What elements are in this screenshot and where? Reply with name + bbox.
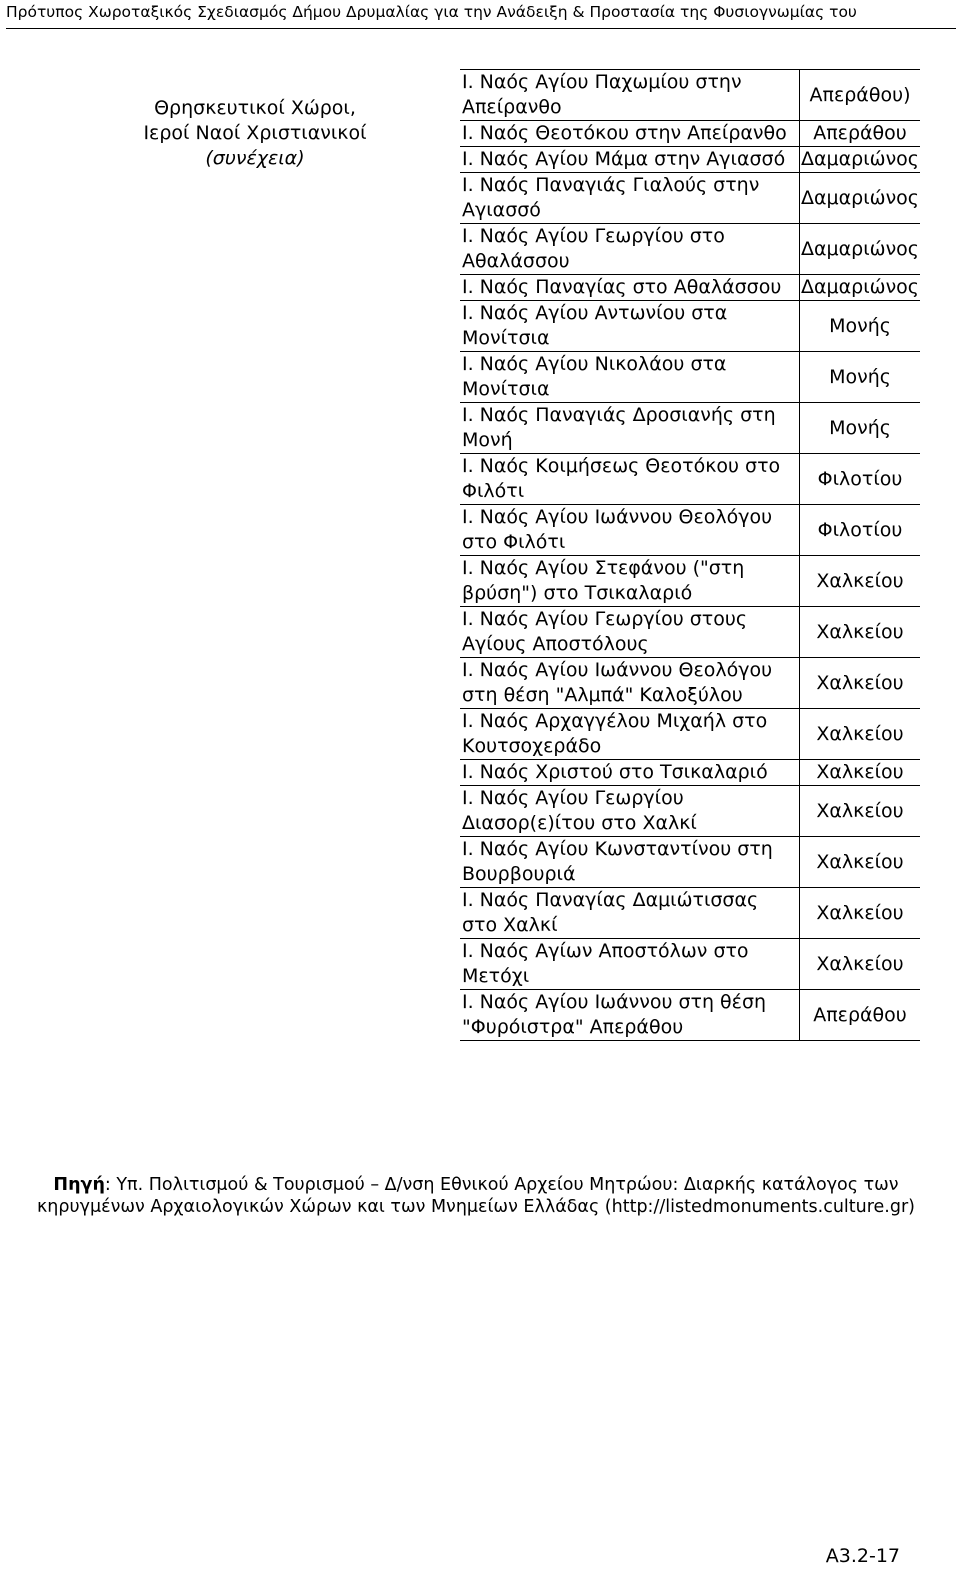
table-row	[460, 888, 920, 939]
table-row	[460, 607, 920, 658]
monument-location: Δαμαριώνος	[800, 173, 920, 224]
source-text: : Υπ. Πολιτισμού & Τουρισμού – Δ/νση Εθνικού Αρχείου Μητρώου: Διαρκής κατάλογος των κηρυγμένων Αρχαιολογικών Χώρων και των Μνημείων Ελλάδας (http://listedmonuments.culture.gr)	[36, 1175, 916, 1217]
monument-name: Ι. Ναός Παναγιάς Δροσιανής στη Μονή	[460, 403, 800, 454]
monument-location: Δαμαριώνος	[800, 275, 920, 301]
monument-name: Ι. Ναός Αγίου Ιωάννου Θεολόγου στο Φιλότι	[460, 505, 800, 556]
monument-location: Χαλκείου	[800, 709, 920, 760]
header-title: Πρότυπος Χωροταξικός Σχεδιασμός Δήμου Δρυμαλίας για την Ανάδειξη & Προστασία της Φυσιογνωμίας του	[6, 3, 857, 21]
table-row	[460, 147, 920, 173]
monument-name: Ι. Ναός Παναγίας στο Αθαλάσσου	[460, 275, 800, 301]
monument-location: Απεράθου)	[800, 70, 920, 121]
monument-name: Ι. Ναός Θεοτόκου στην Απείρανθο	[460, 121, 800, 147]
monument-name: Ι. Ναός Αγίου Νικολάου στα Μονίτσια	[460, 352, 800, 403]
monument-name: Ι. Ναός Χριστού στο Τσικαλαριό	[460, 760, 800, 786]
monument-name: Ι. Ναός Αγίου Ιωάννου Θεολόγου στη θέση "Αλμπά" Καλοξύλου	[460, 658, 800, 709]
table-row	[460, 173, 920, 224]
monument-name: Ι. Ναός Αγίου Στεφάνου ("στη βρύση") στο Τσικαλαριό	[460, 556, 800, 607]
monument-name: Ι. Ναός Αγίου Γεωργίου στο Αθαλάσσου	[460, 224, 800, 275]
monument-name: Ι. Ναός Αγίου Παχωμίου στην Απείρανθο	[460, 70, 800, 121]
monument-name: Ι. Ναός Παναγιάς Γιαλούς στην Αγιασσό	[460, 173, 800, 224]
category-continuation: (συνέχεια)	[205, 147, 305, 169]
table-row	[460, 658, 920, 709]
monument-location: Μονής	[800, 403, 920, 454]
monument-location: Χαλκείου	[800, 658, 920, 709]
table-row	[460, 70, 920, 121]
monument-name: Ι. Ναός Αγίου Μάμα στην Αγιασσό	[460, 147, 800, 173]
monument-location: Χαλκείου	[800, 556, 920, 607]
table-row	[460, 786, 920, 837]
monument-location: Απεράθου	[800, 990, 920, 1041]
monument-location: Μονής	[800, 301, 920, 352]
monument-location: Χαλκείου	[800, 786, 920, 837]
monument-location: Δαμαριώνος	[800, 224, 920, 275]
monument-name: Ι. Ναός Παναγίας Δαμιώτισσας στο Χαλκί	[460, 888, 800, 939]
monument-location: Χαλκείου	[800, 939, 920, 990]
table-row	[460, 275, 920, 301]
category-cell	[80, 96, 430, 171]
monument-location: Μονής	[800, 352, 920, 403]
monument-location: Χαλκείου	[800, 760, 920, 786]
table-row	[460, 709, 920, 760]
table-row	[460, 352, 920, 403]
monument-name: Ι. Ναός Αγίου Ιωάννου στη θέση "Φυρόιστρα" Απεράθου	[460, 990, 800, 1041]
table-row	[460, 454, 920, 505]
monument-location: Χαλκείου	[800, 888, 920, 939]
source-label: Πηγή	[53, 1175, 105, 1195]
monument-name: Ι. Ναός Αγίου Κωνσταντίνου στη Βουρβουριά	[460, 837, 800, 888]
monument-name: Ι. Ναός Αρχαγγέλου Μιχαήλ στο Κουτσοχεράδο	[460, 709, 800, 760]
source-note	[6, 1174, 946, 1218]
document-header	[6, 0, 956, 29]
monument-location: Φιλοτίου	[800, 505, 920, 556]
category-line-1: Θρησκευτικοί Χώροι,	[154, 97, 356, 119]
table-row	[460, 837, 920, 888]
monument-location: Χαλκείου	[800, 607, 920, 658]
table-row	[460, 403, 920, 454]
category-line-2: Ιεροί Ναοί Χριστιανικοί	[143, 122, 367, 144]
monument-location: Χαλκείου	[800, 837, 920, 888]
monument-name: Ι. Ναός Κοιμήσεως Θεοτόκου στο Φιλότι	[460, 454, 800, 505]
table-row	[460, 556, 920, 607]
table-row	[460, 505, 920, 556]
monument-location: Δαμαριώνος	[800, 147, 920, 173]
table-row	[460, 990, 920, 1041]
monument-name: Ι. Ναός Αγίου Γεωργίου στους Αγίους Αποστόλους	[460, 607, 800, 658]
table-row	[460, 224, 920, 275]
table-row	[460, 939, 920, 990]
table-row	[460, 301, 920, 352]
monument-location: Φιλοτίου	[800, 454, 920, 505]
monument-name: Ι. Ναός Αγίου Γεωργίου Διασορ(ε)ίτου στο Χαλκί	[460, 786, 800, 837]
monument-name: Ι. Ναός Αγίου Αντωνίου στα Μονίτσια	[460, 301, 800, 352]
monument-name: Ι. Ναός Αγίων Αποστόλων στο Μετόχι	[460, 939, 800, 990]
table-row	[460, 121, 920, 147]
monument-location: Απεράθου	[800, 121, 920, 147]
page-number: Α3.2-17	[825, 1545, 900, 1567]
table-row	[460, 760, 920, 786]
monuments-table	[460, 69, 920, 1041]
